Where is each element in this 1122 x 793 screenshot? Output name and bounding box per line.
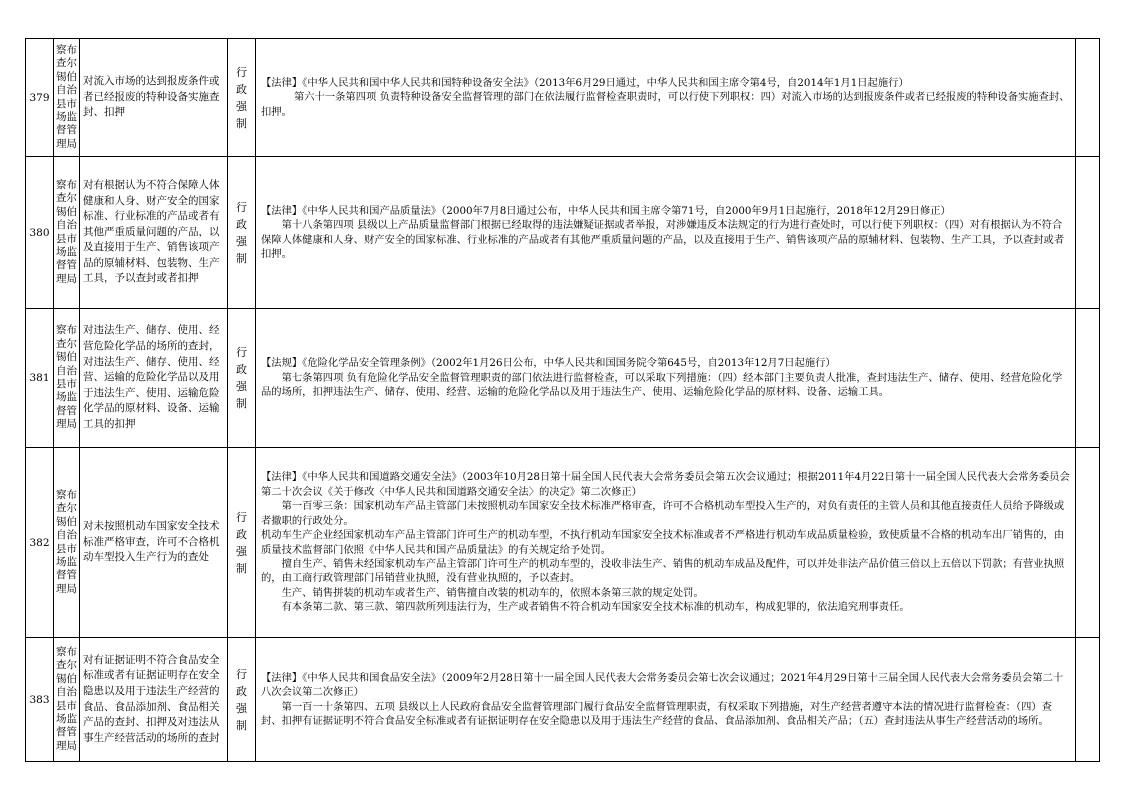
table-row <box>26 157 1100 309</box>
table-row <box>26 638 1100 762</box>
power-type: 行政强制 <box>228 309 256 448</box>
row-number: 382 <box>26 448 54 638</box>
remarks-cell <box>1076 39 1100 157</box>
power-item-name: 对流入市场的达到报废条件或者已经报废的特种设备实施查封、扣押 <box>80 39 228 157</box>
table-row <box>26 309 1100 448</box>
enforcement-table <box>25 38 1100 762</box>
basis-law-title: 【法律】《中华人民共和国食品安全法》（2009年2月28日第十一届全国人民代表大会常务委员会第七次会议通过；2021年4月29日第十三届全国人民代表大会常务委员会第二十八次会议第二次修正） <box>261 671 1064 699</box>
basis-clause: 第七条第四项 负有危险化学品安全监督管理职责的部门依法进行监督检查，可以采取下列措施：（四）经本部门主要负责人批准，查封违法生产、储存、使用、经营危险化学品的场所，扣押违法生产、储存、使用、经营、运输的危险化学品以及用于违法生产、使用、运输危险化学品的原材料、设备、运输工具。 <box>261 371 1063 399</box>
basis-clause: 机动车生产企业经国家机动车产品主管部门许可生产的机动车型，不执行机动车国家安全技术标准或者不严格进行机动车成品质量检验，致使质量不合格的机动车出厂销售的，由质量技术监督部门依照《中华人民共和国产品质量法》的有关规定给予处罚。 <box>261 529 1065 556</box>
power-type: 行政强制 <box>228 39 256 157</box>
remarks-cell <box>1076 448 1100 638</box>
basis-clause: 第十八条第四项 县级以上产品质量监督部门根据已经取得的违法嫌疑证据或者举报，对涉嫌违反本法规定的行为进行查处时，可以行使下列职权：（四）对有根据认为不符合保障人体健康和人身、财产安全的国家标准、行业标准的产品或者有其他严重质量问题的产品，以及直接用于生产、销售该项产品的原辅材料、包装物、生产工具，予以查封或者扣押。 <box>261 219 1065 260</box>
legal-basis <box>256 157 1076 309</box>
power-item-name: 对未按照机动车国家安全技术标准严格审查，许可不合格机动车型投入生产行为的查处 <box>80 448 228 638</box>
basis-law-title: 【法律】《中华人民共和国产品质量法》（2000年7月8日通过公布，中华人民共和国主席令第71号，自2000年9月1日起施行，2018年12月29日修正） <box>261 204 951 217</box>
implementing-agency: 察布查尔锡伯自治县市场监督管理局 <box>54 448 80 638</box>
basis-law-title: 【法律】《中华人民共和国中华人民共和国特种设备安全法》（2013年6月29日通过，中华人民共和国主席令第4号，自2014年1月1日起施行） <box>261 76 909 89</box>
table-row <box>26 448 1100 638</box>
legal-basis <box>256 309 1076 448</box>
basis-clause: 第一百零三条：国家机动车产品主管部门未按照机动车国家安全技术标准严格审查，许可不合格机动车型投入生产的，对负有责任的主管人员和其他直接责任人员给予降级或者撤职的行政处分。 <box>261 500 1065 527</box>
row-number: 381 <box>26 309 54 448</box>
implementing-agency: 察布查尔锡伯自治县市场监督管理局 <box>54 39 80 157</box>
basis-clause: 第六十一条第四项 负责特种设备安全监督管理的部门在依法履行监督检查职责时，可以行使下列职权：四）对流入市场的达到报废条件或者已经报废的特种设备实施查封、扣押。 <box>261 91 1070 118</box>
row-number: 380 <box>26 157 54 309</box>
power-type: 行政强制 <box>228 448 256 638</box>
power-item-name: 对有证据证明不符合食品安全标准或者有证据证明存在安全隐患以及用于违法生产经营的食品、食品添加剂、食品相关产品的查封、扣押及对违法从事生产经营活动的场所的查封 <box>80 638 228 762</box>
legal-basis <box>256 448 1076 638</box>
basis-clause: 生产、销售拼装的机动车或者生产、销售擅自改装的机动车的，依照本条第三款的规定处罚。 <box>281 586 704 599</box>
power-type: 行政强制 <box>228 638 256 762</box>
power-item-name: 对违法生产、储存、使用、经营危险化学品的场所的查封，对违法生产、储存、使用、经营、运输的危险化学品以及用于违法生产、使用、运输危险化学品的原材料、设备、运输工具的扣押 <box>80 309 228 448</box>
basis-clause: 有本条第二款、第三款、第四款所列违法行为，生产或者销售不符合机动车国家安全技术标准的机动车，构成犯罪的，依法追究刑事责任。 <box>281 601 910 614</box>
basis-clause: 擅自生产、销售未经国家机动车产品主管部门许可生产的机动车型的，没收非法生产、销售的机动车成品及配件，可以并处非法产品价值三倍以上五倍以下罚款；有营业执照的，由工商行政管理部门吊销营业执照，没有营业执照的，予以查封。 <box>261 557 1065 585</box>
remarks-cell <box>1076 157 1100 309</box>
remarks-cell <box>1076 309 1100 448</box>
legal-basis <box>256 638 1076 762</box>
row-number: 383 <box>26 638 54 762</box>
legal-basis <box>256 39 1076 157</box>
implementing-agency: 察布查尔锡伯自治县市场监督管理局 <box>54 638 80 762</box>
power-item-name: 对有根据认为不符合保障人体健康和人身、财产安全的国家标准、行业标准的产品或者有其他严重质量问题的产品，以及直接用于生产、销售该项产品的原辅材料、包装物、生产工具，予以查封或者扣押 <box>80 157 228 309</box>
power-type: 行政强制 <box>228 157 256 309</box>
basis-law-title: 【法律】《中华人民共和国道路交通安全法》（2003年10月28日第十届全国人民代表大会常务委员会第五次会议通过；根据2011年4月22日第十一届全国人民代表大会常务委员会第二十次会议《关于修改〈中华人民共和国道路交通安全法〉的决定》第二次修正） <box>261 471 1070 498</box>
basis-law-title: 【法规】《危险化学品安全管理条例》（2002年1月26日公布，中华人民共和国国务院令第645号，自2013年12月7日起施行） <box>261 357 836 370</box>
implementing-agency: 察布查尔锡伯自治县市场监督管理局 <box>54 309 80 448</box>
table-row <box>26 39 1100 157</box>
row-number: 379 <box>26 39 54 157</box>
basis-clause: 第一百一十条第四、五项 县级以上人民政府食品安全监督管理部门履行食品安全监督管理职责，有权采取下列措施，对生产经营者遵守本法的情况进行监督检查：（四）查封、扣押有证据证明不符合食品安全标准或者有证据证明存在安全隐患以及用于违法生产经营的食品、食品添加剂、食品相关产品；（五）查封违法从事生产经营活动的场所。 <box>261 700 1052 727</box>
enforcement-table-sheet <box>25 38 1099 762</box>
implementing-agency: 察布查尔锡伯自治县市场监督管理局 <box>54 157 80 309</box>
remarks-cell <box>1076 638 1100 762</box>
